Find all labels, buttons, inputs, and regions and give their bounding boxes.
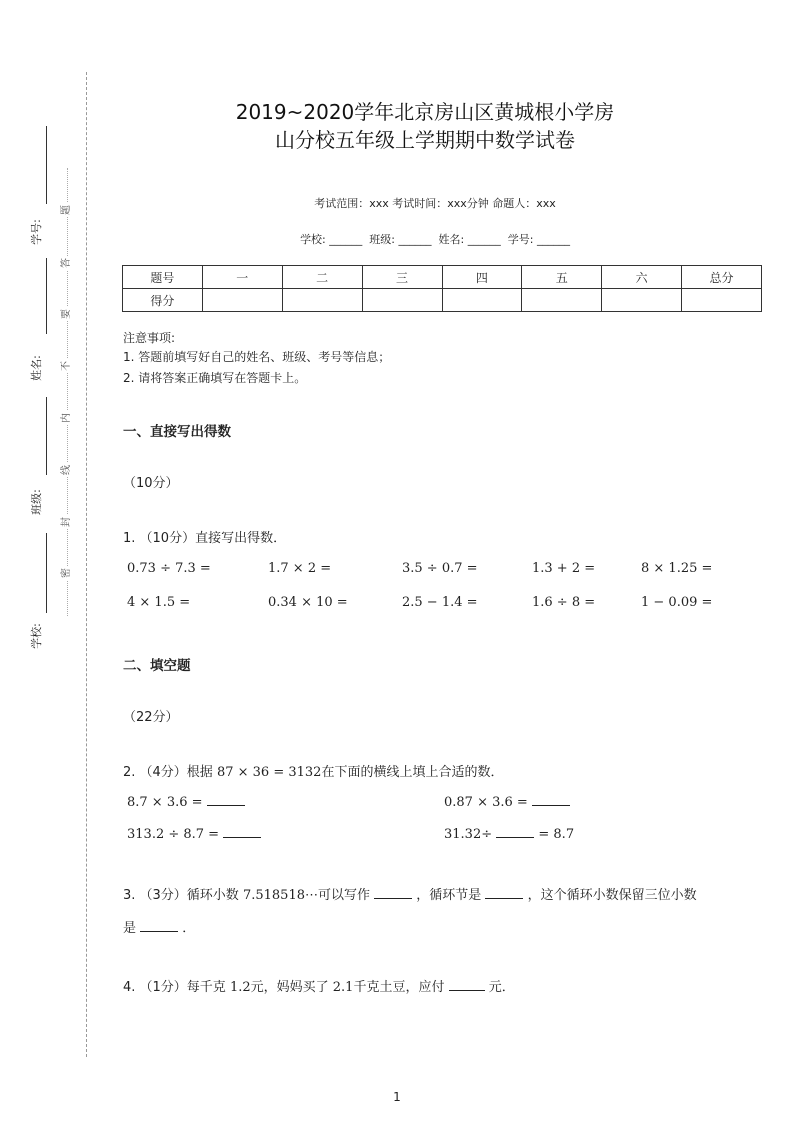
margin-line-school [46,533,47,613]
q2-item-c-expr: 313.2 ÷ 8.7 = [127,827,220,842]
score-cell[interactable] [522,289,602,312]
q4-weight: 2.1 [332,980,354,995]
q2-item-a-expr: 8.7 × 3.6 = [127,795,203,810]
student-id-field-label: 学号: [507,233,534,246]
seal-char: 内 [61,413,72,423]
notes-item: 2. 请将答案正确填写在答题卡上。 [123,371,307,385]
q3-line2-prefix: 是 [123,921,137,936]
q2-stem-suffix: 在下面的横线上填上合适的数． [321,765,504,780]
section1-title: 一、直接写出得数 [123,424,231,440]
page-number: 1 [393,1090,401,1104]
binding-dashed-line [86,72,87,1057]
q1-expression: 3.5 ÷ 0.7 = [402,561,478,576]
q3-blank-repetend[interactable] [485,886,523,899]
q2-item-b-expr: 0.87 × 3.6 = [444,795,528,810]
q3-part4: ，这个循环小数保留三位小数 [527,888,697,903]
margin-line-student-id [46,126,47,204]
score-cell[interactable] [682,289,762,312]
score-cell[interactable] [362,289,442,312]
q4-blank-payment[interactable] [449,978,485,991]
score-table-header-row [123,266,762,289]
q2-item-b-blank[interactable] [532,793,570,806]
q3-blank-rounded[interactable] [140,919,178,932]
seal-char: 要 [61,309,72,319]
q1-expression: 4 × 1.5 = [127,595,191,610]
q2-stem-prefix: 2. （4分）根据 [123,765,217,780]
q2-item-a-blank[interactable] [207,793,245,806]
question4-stem [123,976,515,995]
name-field-blank[interactable]: ______ [467,233,501,246]
score-table-header: 四 [442,266,522,289]
q1-expression: 2.5 − 1.4 = [402,595,478,610]
question3-stem [123,884,697,903]
q3-blank-fraction[interactable] [374,886,412,899]
score-table [122,265,762,312]
seal-char: 密 [61,568,72,578]
score-cell[interactable] [442,289,522,312]
q4-part2: 元，妈妈买了 [250,980,333,995]
q1-expression: 8 × 1.25 = [641,561,713,576]
q2-item-d-left: 31.32÷ [444,827,493,842]
score-cell[interactable] [202,289,282,312]
school-field-blank[interactable]: ______ [329,233,363,246]
student-id-field-blank[interactable]: ______ [536,233,570,246]
margin-label-name: 姓名: [30,355,43,381]
student-info-fields [120,231,750,247]
score-table-header: 一 [202,266,282,289]
q4-part4: 元． [488,980,515,995]
score-cell[interactable] [602,289,682,312]
seal-char: 题 [61,205,72,215]
q1-expression: 1 − 0.09 = [641,595,713,610]
notes-heading: 注意事项: [123,331,176,345]
section1-points: （10分） [123,476,179,491]
class-field-blank[interactable]: ______ [398,233,432,246]
score-table-header: 总分 [682,266,762,289]
q2-item-a [127,793,245,810]
seal-char: 封 [61,517,72,527]
exam-title-line1: 2019~2020学年北京房山区黄城根小学房 [235,100,615,124]
q1-expression: 1.3 + 2 = [532,561,596,576]
score-table-header: 五 [522,266,602,289]
score-row-label: 得分 [123,289,203,312]
q2-item-d-blank[interactable] [496,825,534,838]
q1-expression: 0.73 ÷ 7.3 = [127,561,211,576]
score-table-header: 二 [282,266,362,289]
q2-item-d-right: = 8.7 [538,827,575,842]
section2-points: （22分） [123,710,179,725]
q3-decimal: 7.518518⋯ [242,888,318,903]
school-field-label: 学校: [300,233,326,246]
q1-expression: 0.34 × 10 = [268,595,348,610]
seal-dotted-line [67,168,68,616]
q2-item-c [127,825,261,842]
question2-stem [123,761,503,780]
notes-item: 1. 答题前填写好自己的姓名、班级、考号等信息； [123,350,391,364]
q1-expression: 1.7 × 2 = [268,561,332,576]
score-table-header: 六 [602,266,682,289]
q2-item-c-blank[interactable] [223,825,261,838]
question3-line2 [123,917,195,936]
q3-part2: 可以写作 [317,888,370,903]
seal-char: 答 [61,258,72,268]
margin-label-student-id: 学号: [30,219,43,245]
q3-part3: ，循环节是 [416,888,482,903]
score-table-header: 三 [362,266,442,289]
score-table-header: 题号 [123,266,203,289]
score-table-score-row [123,289,762,312]
q3-line2-suffix: ． [182,921,196,936]
q2-item-d [444,825,574,842]
seal-char: 不 [61,361,72,371]
q4-part3: 千克土豆，应付 [353,980,445,995]
margin-label-class: 班级: [30,489,43,515]
q2-item-b [444,793,570,810]
exam-title-line2: 山分校五年级上学期期中数学试卷 [275,128,575,152]
q1-expression: 1.6 ÷ 8 = [532,595,596,610]
class-field-label: 班级: [369,233,395,246]
q3-part1: 3. （3分）循环小数 [123,888,243,903]
section2-title: 二、填空题 [123,658,191,674]
question1-stem: 1. （10分）直接写出得数． [123,531,287,546]
margin-label-school: 学校: [30,623,43,649]
q4-part1: 4. （1分）每千克 [123,980,230,995]
q2-stem-math: 87 × 36 = 3132 [216,765,322,780]
margin-line-class [46,397,47,475]
exam-info: 考试范围：xxx 考试时间：xxx分钟 命题人：xxx [314,197,556,210]
q4-price: 1.2 [229,980,251,995]
name-field-label: 姓名: [438,233,465,246]
score-cell[interactable] [282,289,362,312]
margin-line-name [46,258,47,334]
seal-char: 线 [61,465,72,475]
